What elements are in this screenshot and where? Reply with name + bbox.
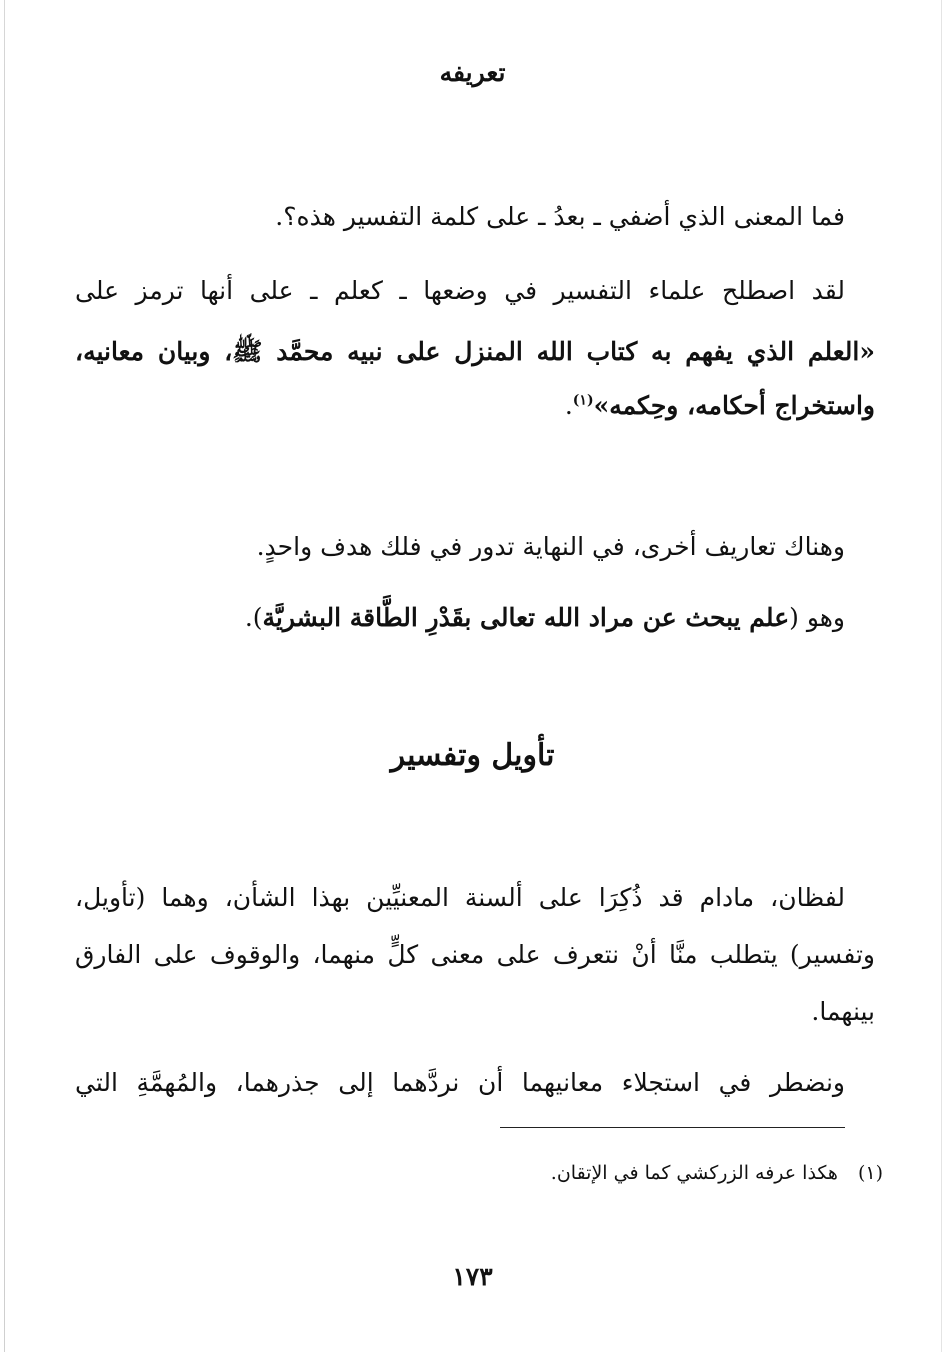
paragraph-4-definition: علم يبحث عن مراد الله تعالى بقَدْرِ الطَّاقة البشريَّة <box>262 603 790 632</box>
paragraph-6-line-1: ونضطر في استجلاء معانيهما أن نردَّهما إلى جذرهما، والمُهمَّةِ التي <box>75 1068 845 1097</box>
paragraph-2-line-1: لقد اصطلح علماء التفسير في وضعها ـ كعلم ـ على أنها ترمز على <box>75 276 845 305</box>
paragraph-5-line-1: لفظان، مادام قد ذُكِرَا على ألسنة المعنيِّين بهذا الشأن، وهما (تأويل، <box>75 883 845 912</box>
paragraph-4-text: وهو (علم يبحث عن مراد الله تعالى بقَدْرِ الطَّاقة البشريَّة). <box>244 603 845 632</box>
paragraph-2-line-3-text: واستخراج أحكامه، وحِكمه» <box>593 391 875 420</box>
page-number: ١٧٣ <box>452 1262 493 1291</box>
paragraph-4-line-1 <box>75 598 845 638</box>
paragraph-3-line-1: وهناك تعاريف أخرى، في النهاية تدور في فلك هدف واحدٍ. <box>256 532 845 561</box>
paragraph-1-line-1: فما المعنى الذي أضفي ـ بعدُ ـ على كلمة التفسير هذه؟. <box>275 202 845 231</box>
footnote <box>551 1158 883 1188</box>
scan-edge-left <box>4 0 5 1352</box>
paragraph-2-line-2: «العلم الذي يفهم به كتاب الله المنزل على نبيه محمَّد ﷺ، وبيان معانيه، <box>75 337 875 366</box>
paragraph-5-line-2: وتفسير) يتطلب منَّا أنْ نتعرف على معنى كلٍّ منهما، والوقوف على الفارق <box>75 940 875 969</box>
paragraph-2-line-3-end: . <box>564 391 573 420</box>
footnote-number: (١) <box>857 1162 883 1184</box>
paragraph-2-line-3 <box>75 386 875 426</box>
section-title: تأويل وتفسير <box>390 738 555 773</box>
running-head-title: تعريفه <box>439 58 506 87</box>
paragraph-5-line-3: بينهما. <box>811 997 875 1026</box>
footnote-text: هكذا عرفه الزركشي كما في الإتقان. <box>550 1162 838 1184</box>
footnote-reference: (١) <box>572 392 594 409</box>
footnote-divider <box>500 1127 845 1128</box>
scan-edge-right <box>941 0 942 1352</box>
